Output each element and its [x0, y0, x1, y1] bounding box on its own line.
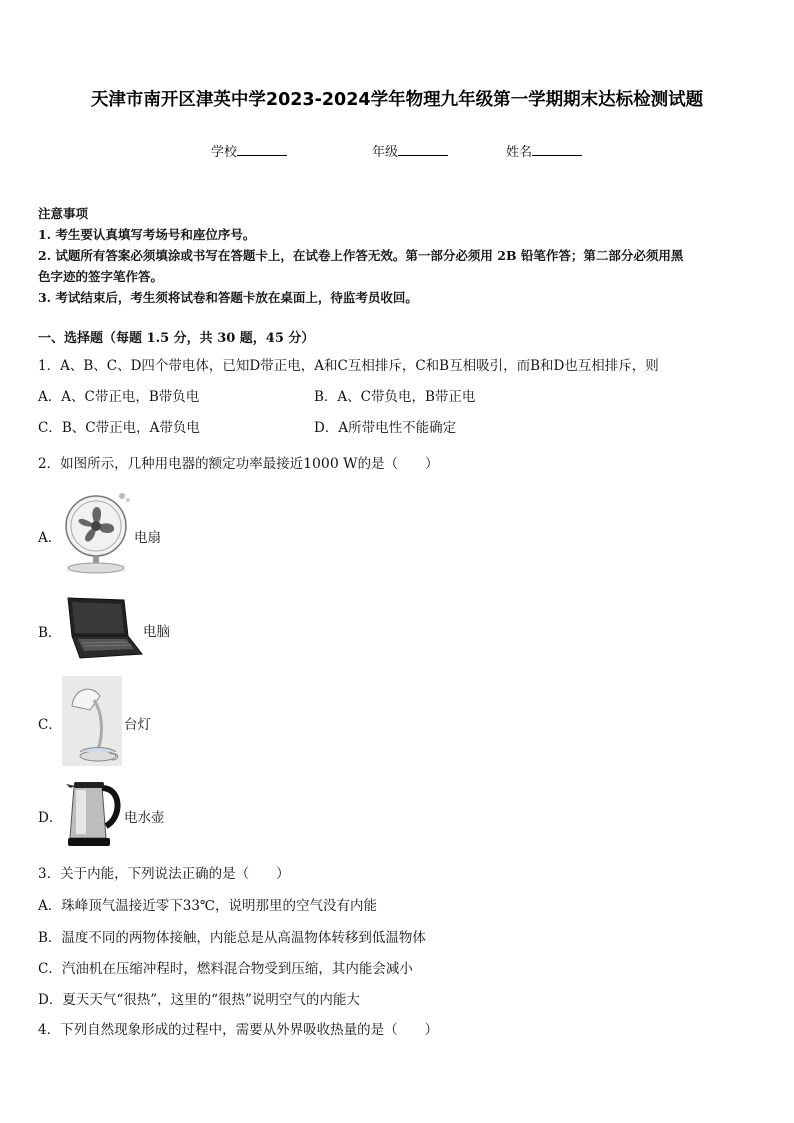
- grade-label: 年级: [372, 145, 399, 160]
- question-3-option-d[interactable]: D．夏天天气“很热”，这里的“很热”说明空气的内能大: [38, 992, 360, 1008]
- question-3-option-a[interactable]: A．珠峰顶气温接近零下33℃，说明那里的空气没有内能: [38, 898, 378, 914]
- question-2-option-a-label: 电扇: [134, 530, 161, 546]
- question-1-option-c[interactable]: C．B、C带正电，A带负电: [38, 420, 200, 436]
- page-title: 天津市南开区津英中学2023-2024学年物理九年级第一学期期末达标检测试题: [90, 90, 704, 110]
- note-line: 色字迹的签字笔作答。: [38, 269, 164, 284]
- question-3-stem: 3．关于内能，下列说法正确的是（ ）: [38, 866, 290, 882]
- question-3-option-c[interactable]: C．汽油机在压缩冲程时，燃料混合物受到压缩，其内能会减小: [38, 961, 413, 977]
- grade-field[interactable]: [372, 141, 448, 160]
- kettle-icon[interactable]: [62, 778, 124, 850]
- school-label: 学校: [211, 145, 238, 160]
- question-2-option-c-label: 台灯: [124, 717, 151, 733]
- note-line: 2. 试题所有答案必须填涂或书写在答题卡上，在试卷上作答无效。第一部分必须用 2B 铅笔作答；第二部分必须用黑: [38, 248, 684, 263]
- question-1-option-d[interactable]: D．A所带电性不能确定: [314, 420, 457, 436]
- question-1-option-a[interactable]: A．A、C带正电，B带负电: [38, 389, 200, 405]
- question-2-option-d-label: 电水壶: [124, 810, 165, 826]
- fan-icon[interactable]: [62, 490, 134, 574]
- name-label: 姓名: [506, 145, 533, 160]
- grade-blank[interactable]: [398, 143, 448, 156]
- school-field[interactable]: [211, 141, 287, 160]
- laptop-icon[interactable]: [62, 596, 144, 662]
- question-2-power-value: 1000 W: [303, 456, 358, 472]
- question-2-stem-post: 的是（ ）: [357, 456, 439, 472]
- question-1-stem: 1．A、B、C、D四个带电体，已知D带正电，A和C互相排斥，C和B互相吸引，而B和D也互相排斥，则: [38, 358, 659, 374]
- question-2-option-b-letter[interactable]: B．: [38, 625, 62, 641]
- section-heading: 一、选择题（每题 1.5 分，共 30 题，45 分）: [38, 331, 315, 346]
- note-line: 1. 考生要认真填写考场号和座位序号。: [38, 227, 256, 242]
- question-4-stem: 4．下列自然现象形成的过程中，需要从外界吸收热量的是（ ）: [38, 1022, 439, 1038]
- question-1-option-b[interactable]: B．A、C带负电，B带正电: [314, 389, 476, 405]
- note-line: 3. 考试结束后，考生须将试卷和答题卡放在桌面上，待监考员收回。: [38, 290, 418, 305]
- question-2-option-d-letter[interactable]: D．: [38, 810, 63, 826]
- school-blank[interactable]: [237, 143, 287, 156]
- name-blank[interactable]: [532, 143, 582, 156]
- question-2-option-c-letter[interactable]: C．: [38, 717, 62, 733]
- question-2-option-a-letter[interactable]: A．: [38, 530, 62, 546]
- question-3-option-b[interactable]: B．温度不同的两物体接触，内能总是从高温物体转移到低温物体: [38, 930, 426, 946]
- question-2-stem: [38, 452, 439, 472]
- notes-block: [38, 203, 763, 308]
- question-2-option-b-label: 电脑: [143, 624, 170, 640]
- name-field[interactable]: [506, 141, 582, 160]
- question-2-stem-pre: 2．如图所示，几种用电器的额定功率最接近: [38, 456, 304, 472]
- desk-lamp-icon[interactable]: [62, 676, 122, 766]
- notes-heading: 注意事项: [38, 206, 89, 221]
